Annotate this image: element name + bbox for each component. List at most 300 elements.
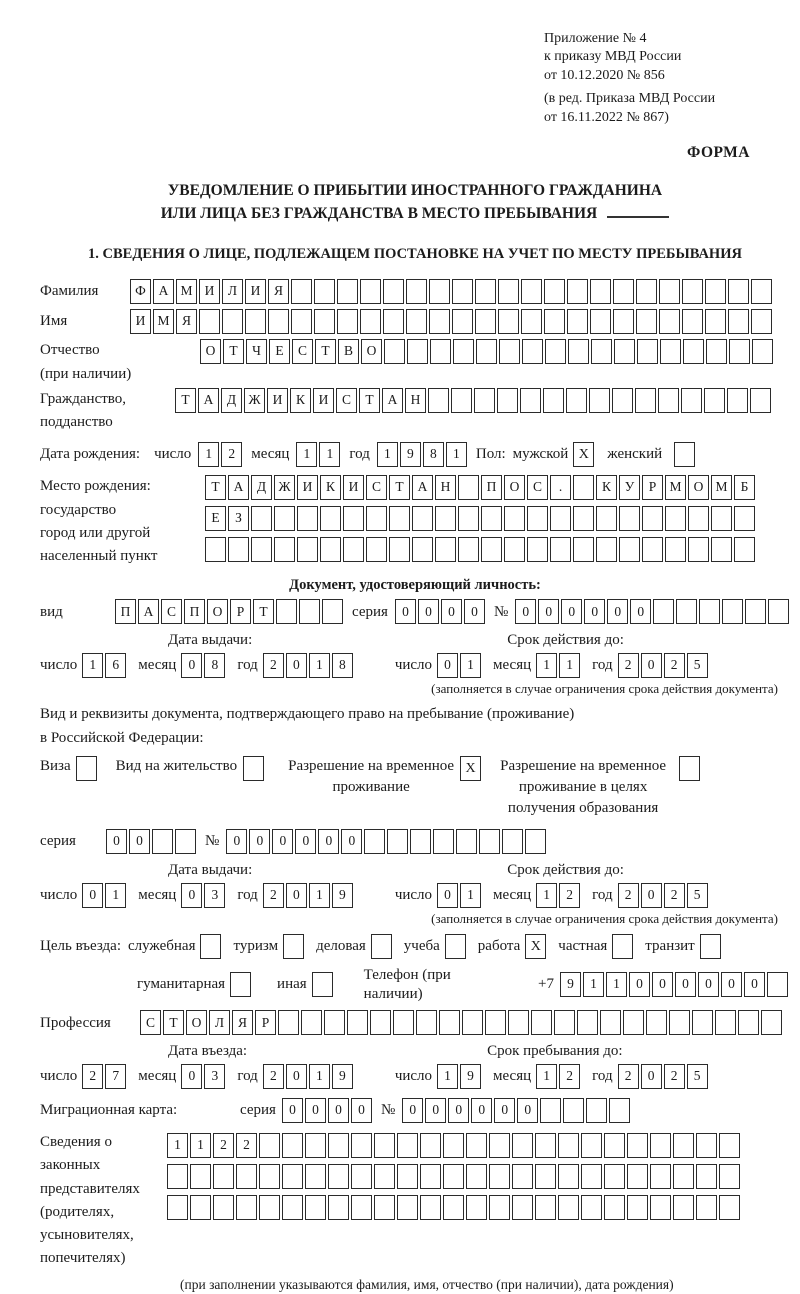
char-cell[interactable] xyxy=(435,506,456,531)
residence-permit-checkbox[interactable] xyxy=(243,756,264,781)
char-cell[interactable]: И xyxy=(297,475,318,500)
purpose-work-checkbox[interactable]: X xyxy=(525,934,546,959)
char-cell[interactable] xyxy=(278,1010,299,1035)
char-cell[interactable] xyxy=(623,1010,644,1035)
char-cell[interactable]: 0 xyxy=(675,972,696,997)
char-cell[interactable] xyxy=(545,339,566,364)
char-cell[interactable] xyxy=(489,1195,510,1220)
char-cell[interactable]: 2 xyxy=(263,653,284,678)
char-cell[interactable] xyxy=(190,1164,211,1189)
char-cell[interactable] xyxy=(274,506,295,531)
char-cell[interactable]: 2 xyxy=(82,1064,103,1089)
char-cell[interactable] xyxy=(619,506,640,531)
char-cell[interactable] xyxy=(727,388,748,413)
char-cell[interactable]: 2 xyxy=(664,653,685,678)
char-cell[interactable] xyxy=(573,475,594,500)
char-cell[interactable] xyxy=(282,1164,303,1189)
char-cell[interactable] xyxy=(609,1098,630,1123)
char-cell[interactable]: 9 xyxy=(460,1064,481,1089)
char-cell[interactable] xyxy=(328,1195,349,1220)
char-cell[interactable]: Я xyxy=(176,309,197,334)
char-cell[interactable]: 0 xyxy=(286,1064,307,1089)
char-cell[interactable] xyxy=(761,1010,782,1035)
char-cell[interactable] xyxy=(205,537,226,562)
char-cell[interactable]: 6 xyxy=(105,653,126,678)
char-cell[interactable]: 0 xyxy=(515,599,536,624)
char-cell[interactable] xyxy=(420,1133,441,1158)
char-cell[interactable] xyxy=(443,1133,464,1158)
char-cell[interactable]: 2 xyxy=(664,883,685,908)
char-cell[interactable]: К xyxy=(596,475,617,500)
purpose-official-checkbox[interactable] xyxy=(200,934,221,959)
char-cell[interactable] xyxy=(581,1133,602,1158)
char-cell[interactable] xyxy=(544,309,565,334)
char-cell[interactable] xyxy=(719,1164,740,1189)
char-cell[interactable] xyxy=(433,829,454,854)
char-cell[interactable] xyxy=(412,506,433,531)
char-cell[interactable]: 8 xyxy=(204,653,225,678)
char-cell[interactable]: П xyxy=(115,599,136,624)
char-cell[interactable] xyxy=(613,279,634,304)
char-cell[interactable]: 0 xyxy=(629,972,650,997)
char-cell[interactable] xyxy=(612,388,633,413)
char-cell[interactable] xyxy=(590,279,611,304)
char-cell[interactable]: 0 xyxy=(641,1064,662,1089)
char-cell[interactable] xyxy=(199,309,220,334)
purpose-study-checkbox[interactable] xyxy=(445,934,466,959)
char-cell[interactable] xyxy=(752,339,773,364)
char-cell[interactable]: 1 xyxy=(559,653,580,678)
char-cell[interactable]: 0 xyxy=(607,599,628,624)
char-cell[interactable] xyxy=(604,1133,625,1158)
char-cell[interactable] xyxy=(351,1164,372,1189)
char-cell[interactable]: Ж xyxy=(274,475,295,500)
char-cell[interactable]: 2 xyxy=(664,1064,685,1089)
char-cell[interactable] xyxy=(768,599,789,624)
char-cell[interactable]: Т xyxy=(389,475,410,500)
char-cell[interactable] xyxy=(719,1195,740,1220)
char-cell[interactable] xyxy=(635,388,656,413)
char-cell[interactable] xyxy=(228,537,249,562)
char-cell[interactable] xyxy=(259,1195,280,1220)
char-cell[interactable] xyxy=(291,309,312,334)
char-cell[interactable] xyxy=(383,279,404,304)
purpose-humanitarian-checkbox[interactable] xyxy=(230,972,251,997)
char-cell[interactable] xyxy=(324,1010,345,1035)
char-cell[interactable] xyxy=(550,537,571,562)
char-cell[interactable]: 0 xyxy=(561,599,582,624)
char-cell[interactable]: Т xyxy=(359,388,380,413)
char-cell[interactable] xyxy=(738,1010,759,1035)
char-cell[interactable]: Н xyxy=(405,388,426,413)
char-cell[interactable]: 2 xyxy=(559,883,580,908)
char-cell[interactable] xyxy=(767,972,788,997)
char-cell[interactable]: 2 xyxy=(213,1133,234,1158)
char-cell[interactable] xyxy=(274,537,295,562)
char-cell[interactable]: Р xyxy=(642,475,663,500)
char-cell[interactable]: С xyxy=(292,339,313,364)
char-cell[interactable] xyxy=(711,537,732,562)
char-cell[interactable]: 3 xyxy=(204,883,225,908)
char-cell[interactable] xyxy=(728,279,749,304)
char-cell[interactable] xyxy=(715,1010,736,1035)
char-cell[interactable] xyxy=(314,309,335,334)
char-cell[interactable]: 1 xyxy=(105,883,126,908)
char-cell[interactable]: 0 xyxy=(249,829,270,854)
char-cell[interactable] xyxy=(650,1195,671,1220)
char-cell[interactable]: П xyxy=(184,599,205,624)
char-cell[interactable] xyxy=(268,309,289,334)
char-cell[interactable] xyxy=(590,309,611,334)
char-cell[interactable] xyxy=(322,599,343,624)
char-cell[interactable] xyxy=(397,1164,418,1189)
char-cell[interactable] xyxy=(659,309,680,334)
char-cell[interactable] xyxy=(456,829,477,854)
char-cell[interactable] xyxy=(600,1010,621,1035)
char-cell[interactable]: 0 xyxy=(181,1064,202,1089)
purpose-other-checkbox[interactable] xyxy=(312,972,333,997)
char-cell[interactable] xyxy=(282,1133,303,1158)
char-cell[interactable] xyxy=(360,279,381,304)
char-cell[interactable] xyxy=(619,537,640,562)
char-cell[interactable] xyxy=(328,1133,349,1158)
char-cell[interactable]: У xyxy=(619,475,640,500)
char-cell[interactable] xyxy=(520,388,541,413)
char-cell[interactable] xyxy=(451,388,472,413)
char-cell[interactable]: 0 xyxy=(129,829,150,854)
char-cell[interactable]: 1 xyxy=(446,442,467,467)
char-cell[interactable] xyxy=(705,309,726,334)
char-cell[interactable] xyxy=(699,599,720,624)
char-cell[interactable]: 0 xyxy=(721,972,742,997)
char-cell[interactable] xyxy=(681,388,702,413)
char-cell[interactable]: 9 xyxy=(332,1064,353,1089)
char-cell[interactable]: М xyxy=(176,279,197,304)
char-cell[interactable]: 0 xyxy=(341,829,362,854)
char-cell[interactable] xyxy=(475,279,496,304)
char-cell[interactable]: 0 xyxy=(630,599,651,624)
char-cell[interactable] xyxy=(567,279,588,304)
char-cell[interactable]: О xyxy=(200,339,221,364)
purpose-private-checkbox[interactable] xyxy=(612,934,633,959)
char-cell[interactable] xyxy=(466,1133,487,1158)
char-cell[interactable]: 2 xyxy=(618,883,639,908)
char-cell[interactable]: 8 xyxy=(423,442,444,467)
char-cell[interactable]: 0 xyxy=(305,1098,326,1123)
char-cell[interactable]: Я xyxy=(232,1010,253,1035)
char-cell[interactable]: Ж xyxy=(244,388,265,413)
char-cell[interactable] xyxy=(458,475,479,500)
char-cell[interactable]: 5 xyxy=(687,653,708,678)
char-cell[interactable] xyxy=(481,537,502,562)
char-cell[interactable]: 0 xyxy=(328,1098,349,1123)
char-cell[interactable] xyxy=(412,537,433,562)
char-cell[interactable]: 0 xyxy=(641,883,662,908)
char-cell[interactable]: 0 xyxy=(464,599,485,624)
purpose-business-checkbox[interactable] xyxy=(371,934,392,959)
char-cell[interactable] xyxy=(512,1164,533,1189)
char-cell[interactable]: 0 xyxy=(471,1098,492,1123)
char-cell[interactable]: К xyxy=(290,388,311,413)
char-cell[interactable] xyxy=(475,309,496,334)
char-cell[interactable]: Т xyxy=(205,475,226,500)
char-cell[interactable]: Т xyxy=(315,339,336,364)
char-cell[interactable] xyxy=(646,1010,667,1035)
char-cell[interactable]: М xyxy=(665,475,686,500)
char-cell[interactable]: 0 xyxy=(494,1098,515,1123)
char-cell[interactable] xyxy=(745,599,766,624)
char-cell[interactable]: 1 xyxy=(536,653,557,678)
char-cell[interactable]: 0 xyxy=(181,653,202,678)
char-cell[interactable]: Р xyxy=(255,1010,276,1035)
char-cell[interactable] xyxy=(466,1164,487,1189)
char-cell[interactable] xyxy=(734,506,755,531)
char-cell[interactable] xyxy=(435,537,456,562)
char-cell[interactable] xyxy=(458,537,479,562)
char-cell[interactable] xyxy=(236,1164,257,1189)
char-cell[interactable]: 5 xyxy=(687,883,708,908)
char-cell[interactable] xyxy=(676,599,697,624)
char-cell[interactable] xyxy=(337,279,358,304)
char-cell[interactable] xyxy=(521,279,542,304)
char-cell[interactable] xyxy=(429,279,450,304)
char-cell[interactable] xyxy=(499,339,520,364)
char-cell[interactable]: М xyxy=(153,309,174,334)
char-cell[interactable]: 1 xyxy=(437,1064,458,1089)
char-cell[interactable]: А xyxy=(153,279,174,304)
char-cell[interactable] xyxy=(167,1195,188,1220)
char-cell[interactable] xyxy=(543,388,564,413)
char-cell[interactable] xyxy=(673,1195,694,1220)
char-cell[interactable]: И xyxy=(313,388,334,413)
char-cell[interactable]: М xyxy=(711,475,732,500)
char-cell[interactable]: 1 xyxy=(198,442,219,467)
purpose-tourism-checkbox[interactable] xyxy=(283,934,304,959)
purpose-transit-checkbox[interactable] xyxy=(700,934,721,959)
gender-female-checkbox[interactable] xyxy=(674,442,695,467)
char-cell[interactable] xyxy=(374,1195,395,1220)
char-cell[interactable] xyxy=(613,309,634,334)
char-cell[interactable] xyxy=(167,1164,188,1189)
char-cell[interactable]: Ф xyxy=(130,279,151,304)
char-cell[interactable] xyxy=(458,506,479,531)
char-cell[interactable]: 0 xyxy=(698,972,719,997)
char-cell[interactable]: С xyxy=(336,388,357,413)
char-cell[interactable]: 0 xyxy=(272,829,293,854)
char-cell[interactable]: А xyxy=(412,475,433,500)
char-cell[interactable]: 2 xyxy=(221,442,242,467)
char-cell[interactable] xyxy=(406,309,427,334)
char-cell[interactable] xyxy=(650,1133,671,1158)
char-cell[interactable] xyxy=(659,279,680,304)
char-cell[interactable]: С xyxy=(140,1010,161,1035)
char-cell[interactable] xyxy=(642,537,663,562)
char-cell[interactable] xyxy=(222,309,243,334)
char-cell[interactable]: 0 xyxy=(418,599,439,624)
char-cell[interactable] xyxy=(719,1133,740,1158)
char-cell[interactable]: 0 xyxy=(584,599,605,624)
char-cell[interactable] xyxy=(692,1010,713,1035)
char-cell[interactable]: 1 xyxy=(606,972,627,997)
char-cell[interactable] xyxy=(696,1195,717,1220)
char-cell[interactable] xyxy=(320,506,341,531)
char-cell[interactable] xyxy=(589,388,610,413)
char-cell[interactable]: 0 xyxy=(181,883,202,908)
char-cell[interactable] xyxy=(751,309,772,334)
char-cell[interactable]: 2 xyxy=(236,1133,257,1158)
char-cell[interactable]: Д xyxy=(221,388,242,413)
char-cell[interactable] xyxy=(728,309,749,334)
char-cell[interactable] xyxy=(567,309,588,334)
char-cell[interactable]: 2 xyxy=(263,1064,284,1089)
temp-residence-education-checkbox[interactable] xyxy=(679,756,700,781)
char-cell[interactable] xyxy=(627,1195,648,1220)
char-cell[interactable] xyxy=(366,537,387,562)
char-cell[interactable]: 0 xyxy=(641,653,662,678)
char-cell[interactable]: 0 xyxy=(106,829,127,854)
char-cell[interactable] xyxy=(729,339,750,364)
char-cell[interactable] xyxy=(527,537,548,562)
char-cell[interactable] xyxy=(407,339,428,364)
char-cell[interactable] xyxy=(566,388,587,413)
char-cell[interactable] xyxy=(636,309,657,334)
char-cell[interactable] xyxy=(705,279,726,304)
char-cell[interactable]: 0 xyxy=(744,972,765,997)
char-cell[interactable] xyxy=(489,1133,510,1158)
char-cell[interactable]: 0 xyxy=(82,883,103,908)
char-cell[interactable] xyxy=(512,1195,533,1220)
char-cell[interactable]: 9 xyxy=(400,442,421,467)
char-cell[interactable] xyxy=(397,1133,418,1158)
char-cell[interactable]: Т xyxy=(223,339,244,364)
char-cell[interactable] xyxy=(706,339,727,364)
char-cell[interactable]: К xyxy=(320,475,341,500)
char-cell[interactable] xyxy=(581,1195,602,1220)
char-cell[interactable] xyxy=(485,1010,506,1035)
char-cell[interactable]: 1 xyxy=(583,972,604,997)
char-cell[interactable]: 1 xyxy=(190,1133,211,1158)
char-cell[interactable] xyxy=(389,506,410,531)
char-cell[interactable]: О xyxy=(186,1010,207,1035)
char-cell[interactable] xyxy=(259,1133,280,1158)
char-cell[interactable] xyxy=(213,1164,234,1189)
char-cell[interactable] xyxy=(297,506,318,531)
char-cell[interactable] xyxy=(420,1195,441,1220)
char-cell[interactable] xyxy=(563,1098,584,1123)
char-cell[interactable] xyxy=(711,506,732,531)
char-cell[interactable] xyxy=(734,537,755,562)
char-cell[interactable]: 0 xyxy=(437,883,458,908)
char-cell[interactable] xyxy=(535,1164,556,1189)
char-cell[interactable]: Ч xyxy=(246,339,267,364)
char-cell[interactable] xyxy=(479,829,500,854)
char-cell[interactable] xyxy=(525,829,546,854)
char-cell[interactable]: 0 xyxy=(448,1098,469,1123)
char-cell[interactable] xyxy=(642,506,663,531)
char-cell[interactable] xyxy=(175,829,196,854)
char-cell[interactable] xyxy=(397,1195,418,1220)
char-cell[interactable] xyxy=(443,1164,464,1189)
char-cell[interactable]: О xyxy=(688,475,709,500)
char-cell[interactable] xyxy=(586,1098,607,1123)
char-cell[interactable] xyxy=(498,309,519,334)
gender-male-checkbox[interactable]: X xyxy=(573,442,594,467)
char-cell[interactable]: Я xyxy=(268,279,289,304)
char-cell[interactable] xyxy=(665,506,686,531)
char-cell[interactable]: 1 xyxy=(296,442,317,467)
char-cell[interactable] xyxy=(596,537,617,562)
char-cell[interactable] xyxy=(152,829,173,854)
char-cell[interactable]: Т xyxy=(253,599,274,624)
char-cell[interactable] xyxy=(387,829,408,854)
char-cell[interactable] xyxy=(704,388,725,413)
char-cell[interactable]: И xyxy=(343,475,364,500)
char-cell[interactable] xyxy=(383,309,404,334)
char-cell[interactable]: 0 xyxy=(282,1098,303,1123)
char-cell[interactable] xyxy=(430,339,451,364)
char-cell[interactable] xyxy=(522,339,543,364)
char-cell[interactable] xyxy=(213,1195,234,1220)
char-cell[interactable] xyxy=(550,506,571,531)
char-cell[interactable]: В xyxy=(338,339,359,364)
char-cell[interactable]: 1 xyxy=(309,653,330,678)
char-cell[interactable]: О xyxy=(504,475,525,500)
char-cell[interactable] xyxy=(416,1010,437,1035)
char-cell[interactable] xyxy=(502,829,523,854)
char-cell[interactable] xyxy=(540,1098,561,1123)
char-cell[interactable] xyxy=(658,388,679,413)
char-cell[interactable]: А xyxy=(138,599,159,624)
char-cell[interactable]: 0 xyxy=(226,829,247,854)
char-cell[interactable] xyxy=(653,599,674,624)
char-cell[interactable] xyxy=(190,1195,211,1220)
char-cell[interactable] xyxy=(577,1010,598,1035)
char-cell[interactable]: 1 xyxy=(309,883,330,908)
char-cell[interactable] xyxy=(452,309,473,334)
char-cell[interactable]: 0 xyxy=(286,653,307,678)
char-cell[interactable] xyxy=(535,1133,556,1158)
char-cell[interactable] xyxy=(682,309,703,334)
char-cell[interactable] xyxy=(276,599,297,624)
char-cell[interactable] xyxy=(462,1010,483,1035)
char-cell[interactable] xyxy=(351,1133,372,1158)
char-cell[interactable] xyxy=(558,1195,579,1220)
char-cell[interactable] xyxy=(370,1010,391,1035)
char-cell[interactable]: 0 xyxy=(295,829,316,854)
char-cell[interactable] xyxy=(573,506,594,531)
char-cell[interactable]: 1 xyxy=(309,1064,330,1089)
char-cell[interactable]: 1 xyxy=(319,442,340,467)
char-cell[interactable] xyxy=(420,1164,441,1189)
char-cell[interactable]: А xyxy=(198,388,219,413)
char-cell[interactable] xyxy=(581,1164,602,1189)
char-cell[interactable]: А xyxy=(228,475,249,500)
char-cell[interactable] xyxy=(282,1195,303,1220)
char-cell[interactable] xyxy=(305,1195,326,1220)
char-cell[interactable] xyxy=(535,1195,556,1220)
char-cell[interactable] xyxy=(604,1195,625,1220)
char-cell[interactable] xyxy=(682,279,703,304)
char-cell[interactable] xyxy=(305,1164,326,1189)
char-cell[interactable]: 0 xyxy=(395,599,416,624)
char-cell[interactable] xyxy=(320,537,341,562)
char-cell[interactable]: 0 xyxy=(402,1098,423,1123)
char-cell[interactable] xyxy=(673,1164,694,1189)
char-cell[interactable]: П xyxy=(481,475,502,500)
char-cell[interactable]: 0 xyxy=(517,1098,538,1123)
char-cell[interactable] xyxy=(497,388,518,413)
char-cell[interactable]: 9 xyxy=(332,883,353,908)
